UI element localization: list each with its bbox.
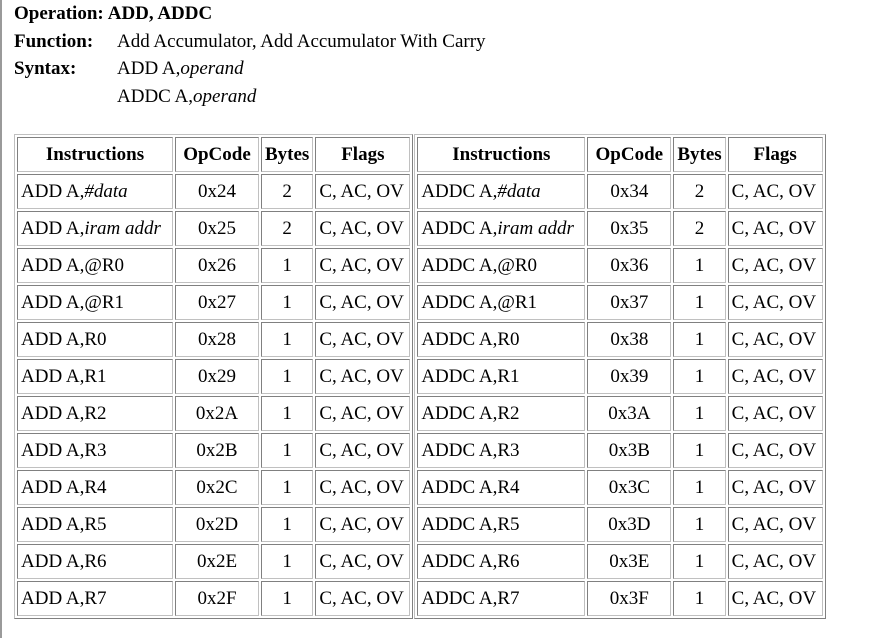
column-header-opcode: OpCode xyxy=(175,137,259,172)
instruction-mnemonic: ADD A, xyxy=(21,217,85,239)
instruction-mnemonic: ADDC A,R0 xyxy=(421,328,520,350)
instruction-mnemonic: ADDC A,R6 xyxy=(421,550,520,572)
syntax-prefix: ADDC A, xyxy=(117,85,194,107)
column-header-instructions: Instructions xyxy=(417,137,585,172)
opcode-cell: 0x3D xyxy=(587,507,671,542)
opcode-cell: 0x3F xyxy=(587,581,671,616)
flags-cell: C, AC, OV xyxy=(728,359,823,394)
instruction-mnemonic: ADD A,R1 xyxy=(21,365,107,387)
bytes-cell: 1 xyxy=(261,359,313,394)
flags-cell: C, AC, OV xyxy=(315,396,410,431)
column-header-opcode: OpCode xyxy=(587,137,671,172)
instruction-mnemonic: ADDC A,@R1 xyxy=(421,291,538,313)
flags-cell: C, AC, OV xyxy=(728,285,823,320)
flags-cell: C, AC, OV xyxy=(315,322,410,357)
flags-cell: C, AC, OV xyxy=(728,174,823,209)
syntax-line xyxy=(117,55,244,83)
table-row xyxy=(17,285,410,320)
bytes-cell: 1 xyxy=(261,248,313,283)
bytes-cell: 1 xyxy=(261,581,313,616)
table-row xyxy=(17,248,410,283)
table-row xyxy=(17,322,410,357)
bytes-cell: 1 xyxy=(673,507,725,542)
flags-cell: C, AC, OV xyxy=(728,322,823,357)
opcode-cell: 0x3B xyxy=(587,433,671,468)
instruction-cell xyxy=(417,396,585,431)
instruction-cell xyxy=(417,581,585,616)
bytes-cell: 1 xyxy=(261,285,313,320)
instruction-mnemonic: ADD A, xyxy=(21,180,85,202)
bytes-cell: 2 xyxy=(261,211,313,246)
flags-cell: C, AC, OV xyxy=(728,507,823,542)
opcode-cell: 0x27 xyxy=(175,285,259,320)
syntax-row xyxy=(14,55,486,83)
opcode-cell: 0x2B xyxy=(175,433,259,468)
table-header-row xyxy=(17,137,410,172)
flags-cell: C, AC, OV xyxy=(315,433,410,468)
column-header-bytes: Bytes xyxy=(261,137,313,172)
column-header-instructions: Instructions xyxy=(17,137,173,172)
bytes-cell: 1 xyxy=(673,433,725,468)
instruction-mnemonic: ADDC A,R4 xyxy=(421,476,520,498)
instruction-cell xyxy=(17,359,173,394)
opcode-cell: 0x34 xyxy=(587,174,671,209)
table-body xyxy=(17,174,410,616)
bytes-cell: 1 xyxy=(673,322,725,357)
bytes-cell: 1 xyxy=(673,581,725,616)
flags-cell: C, AC, OV xyxy=(728,396,823,431)
add-opcode-table xyxy=(14,134,413,619)
function-value: Add Accumulator, Add Accumulator With Carry xyxy=(117,30,486,52)
bytes-cell: 2 xyxy=(673,174,725,209)
instruction-mnemonic: ADD A,@R1 xyxy=(21,291,125,313)
syntax-label: Syntax: xyxy=(14,58,77,79)
syntax-operand: operand xyxy=(193,85,257,107)
bytes-cell: 1 xyxy=(261,322,313,357)
instruction-cell xyxy=(417,322,585,357)
instruction-mnemonic: ADD A,@R0 xyxy=(21,254,125,276)
instruction-mnemonic: ADDC A, xyxy=(421,217,498,239)
opcode-tables xyxy=(14,134,826,619)
instruction-cell xyxy=(417,211,585,246)
opcode-cell: 0x2A xyxy=(175,396,259,431)
table-row xyxy=(417,174,822,209)
instruction-cell xyxy=(417,285,585,320)
instruction-mnemonic: ADD A,R0 xyxy=(21,328,107,350)
instruction-mnemonic: ADDC A,R1 xyxy=(421,365,520,387)
flags-cell: C, AC, OV xyxy=(315,174,410,209)
bytes-cell: 1 xyxy=(673,470,725,505)
column-header-bytes: Bytes xyxy=(673,137,725,172)
flags-cell: C, AC, OV xyxy=(315,211,410,246)
syntax-prefix: ADD A, xyxy=(117,58,181,79)
instruction-cell xyxy=(417,359,585,394)
operation-label: Operation: xyxy=(14,3,104,24)
table-row xyxy=(17,359,410,394)
flags-cell: C, AC, OV xyxy=(728,581,823,616)
flags-cell: C, AC, OV xyxy=(728,544,823,579)
table-body xyxy=(417,174,822,616)
instruction-cell xyxy=(17,248,173,283)
instruction-cell xyxy=(17,433,173,468)
bytes-cell: 2 xyxy=(261,174,313,209)
instruction-cell xyxy=(17,285,173,320)
table-row xyxy=(17,433,410,468)
flags-cell: C, AC, OV xyxy=(315,248,410,283)
syntax-row-2 xyxy=(14,83,486,111)
instruction-cell xyxy=(417,470,585,505)
flags-cell: C, AC, OV xyxy=(728,470,823,505)
instruction-cell xyxy=(417,174,585,209)
instruction-mnemonic: ADD A,R5 xyxy=(21,513,107,535)
table-header-row xyxy=(417,137,822,172)
instruction-cell xyxy=(17,396,173,431)
table-row xyxy=(17,581,410,616)
operation-value: ADD, ADDC xyxy=(107,3,213,24)
table-row xyxy=(417,507,822,542)
instruction-mnemonic: ADDC A, xyxy=(421,180,498,202)
instruction-cell xyxy=(417,248,585,283)
opcode-cell: 0x38 xyxy=(587,322,671,357)
instruction-operand: iram addr xyxy=(497,217,574,239)
opcode-cell: 0x2F xyxy=(175,581,259,616)
flags-cell: C, AC, OV xyxy=(315,544,410,579)
table-row xyxy=(417,470,822,505)
function-label: Function: xyxy=(14,30,94,52)
bytes-cell: 1 xyxy=(261,507,313,542)
table-row xyxy=(17,174,410,209)
opcode-cell: 0x26 xyxy=(175,248,259,283)
bytes-cell: 1 xyxy=(673,285,725,320)
flags-cell: C, AC, OV xyxy=(315,507,410,542)
instruction-cell xyxy=(417,507,585,542)
instruction-operand: #data xyxy=(84,180,128,202)
bytes-cell: 2 xyxy=(673,211,725,246)
opcode-cell: 0x39 xyxy=(587,359,671,394)
instruction-mnemonic: ADDC A,R7 xyxy=(421,587,520,609)
opcode-cell: 0x3A xyxy=(587,396,671,431)
instruction-cell xyxy=(17,211,173,246)
table-row xyxy=(417,396,822,431)
opcode-cell: 0x25 xyxy=(175,211,259,246)
addc-opcode-table xyxy=(414,134,825,619)
opcode-cell: 0x2E xyxy=(175,544,259,579)
instruction-cell xyxy=(17,322,173,357)
table-row xyxy=(417,211,822,246)
function-row xyxy=(14,28,486,56)
table-row xyxy=(417,544,822,579)
instruction-cell xyxy=(17,544,173,579)
table-row xyxy=(417,581,822,616)
syntax-line xyxy=(117,83,256,111)
bytes-cell: 1 xyxy=(673,396,725,431)
opcode-cell: 0x29 xyxy=(175,359,259,394)
opcode-cell: 0x35 xyxy=(587,211,671,246)
table-row xyxy=(417,359,822,394)
syntax-label-spacer xyxy=(14,83,117,111)
flags-cell: C, AC, OV xyxy=(315,581,410,616)
instruction-mnemonic: ADD A,R7 xyxy=(21,587,107,609)
table-row xyxy=(417,285,822,320)
instruction-mnemonic: ADDC A,R3 xyxy=(421,439,520,461)
syntax-operand: operand xyxy=(180,58,244,79)
instruction-mnemonic: ADD A,R4 xyxy=(21,476,107,498)
opcode-cell: 0x36 xyxy=(587,248,671,283)
instruction-cell xyxy=(417,544,585,579)
flags-cell: C, AC, OV xyxy=(315,359,410,394)
instruction-mnemonic: ADDC A,@R0 xyxy=(421,254,538,276)
flags-cell: C, AC, OV xyxy=(728,211,823,246)
bytes-cell: 1 xyxy=(261,470,313,505)
bytes-cell: 1 xyxy=(673,248,725,283)
instruction-mnemonic: ADD A,R6 xyxy=(21,550,107,572)
instruction-cell xyxy=(17,507,173,542)
table-row xyxy=(17,470,410,505)
bytes-cell: 1 xyxy=(261,396,313,431)
opcode-cell: 0x24 xyxy=(175,174,259,209)
opcode-cell: 0x28 xyxy=(175,322,259,357)
opcode-cell: 0x3C xyxy=(587,470,671,505)
table-row xyxy=(417,248,822,283)
column-header-flags: Flags xyxy=(315,137,410,172)
bytes-cell: 1 xyxy=(261,433,313,468)
instruction-header xyxy=(14,0,486,110)
instruction-cell xyxy=(17,174,173,209)
instruction-operand: #data xyxy=(497,180,541,202)
instruction-mnemonic: ADD A,R2 xyxy=(21,402,107,424)
opcode-cell: 0x37 xyxy=(587,285,671,320)
flags-cell: C, AC, OV xyxy=(315,285,410,320)
instruction-mnemonic: ADDC A,R2 xyxy=(421,402,520,424)
instruction-mnemonic: ADDC A,R5 xyxy=(421,513,520,535)
opcode-cell: 0x2C xyxy=(175,470,259,505)
column-header-flags: Flags xyxy=(728,137,823,172)
instruction-cell xyxy=(17,470,173,505)
opcode-cell: 0x2D xyxy=(175,507,259,542)
table-row xyxy=(417,433,822,468)
table-row xyxy=(17,507,410,542)
table-row xyxy=(417,322,822,357)
instruction-cell xyxy=(417,433,585,468)
opcode-cell: 0x3E xyxy=(587,544,671,579)
instruction-cell xyxy=(17,581,173,616)
operation-row xyxy=(14,0,486,28)
table-row xyxy=(17,544,410,579)
bytes-cell: 1 xyxy=(673,544,725,579)
flags-cell: C, AC, OV xyxy=(315,470,410,505)
instruction-mnemonic: ADD A,R3 xyxy=(21,439,107,461)
instruction-operand: iram addr xyxy=(84,217,161,239)
left-border-rule xyxy=(0,0,2,638)
flags-cell: C, AC, OV xyxy=(728,433,823,468)
bytes-cell: 1 xyxy=(261,544,313,579)
flags-cell: C, AC, OV xyxy=(728,248,823,283)
table-row xyxy=(17,396,410,431)
bytes-cell: 1 xyxy=(673,359,725,394)
table-row xyxy=(17,211,410,246)
